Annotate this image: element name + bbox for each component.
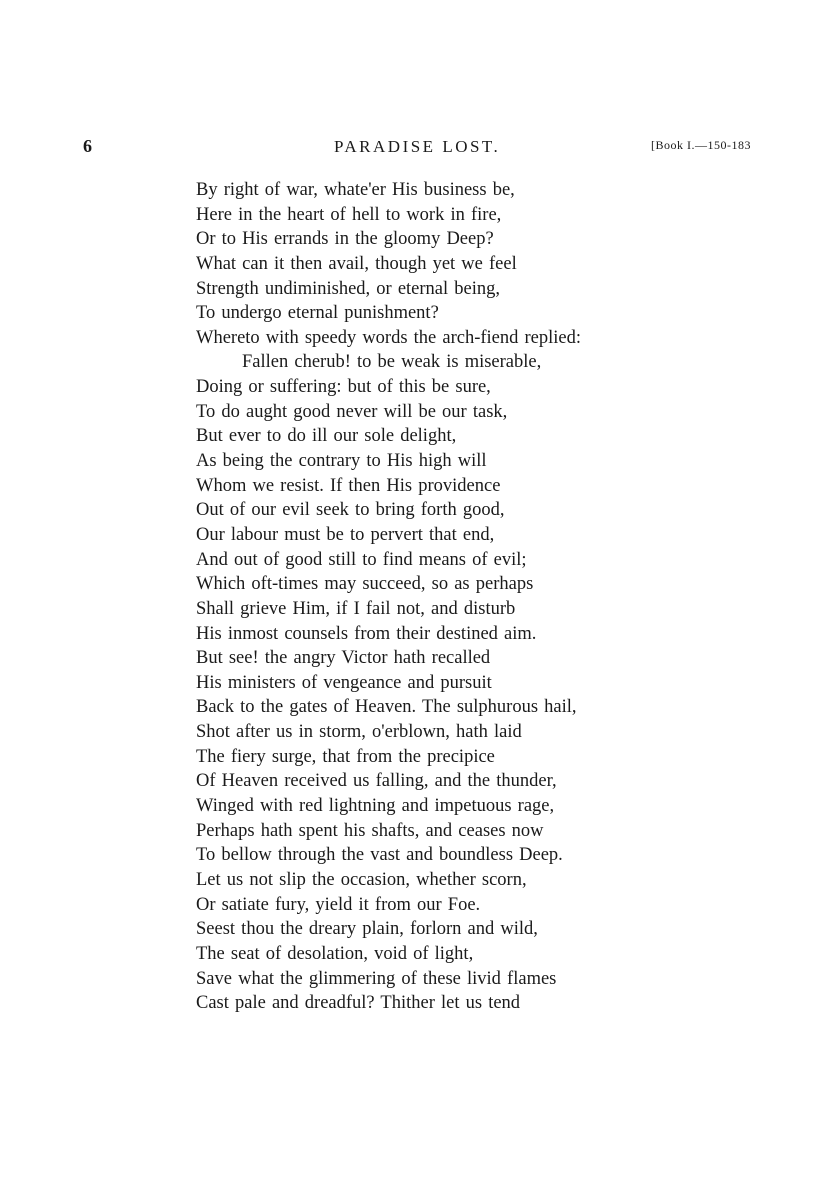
- poem-line: What can it then avail, though yet we feel: [196, 253, 517, 274]
- poem-line: Seest thou the dreary plain, forlorn and wild,: [196, 919, 538, 940]
- page-number: 6: [83, 136, 92, 156]
- poem-line: As being the contrary to His high will: [196, 451, 487, 472]
- poem-line: Or satiate fury, yield it from our Foe.: [196, 894, 481, 915]
- poem-text: [196, 178, 796, 1016]
- poem-line: Or to His errands in the gloomy Deep?: [196, 229, 494, 250]
- poem-line: Out of our evil seek to bring forth good,: [196, 500, 505, 521]
- poem-line: The fiery surge, that from the precipice: [196, 746, 495, 767]
- book-reference: [Book I.—150-183: [651, 138, 751, 152]
- poem-line: Save what the glimmering of these livid flames: [196, 968, 557, 989]
- poem-line: Cast pale and dreadful? Thither let us tend: [196, 993, 521, 1014]
- poem-line: His ministers of vengeance and pursuit: [196, 672, 492, 693]
- poem-line: Which oft-times may succeed, so as perhaps: [196, 574, 534, 595]
- poem-line: But see! the angry Victor hath recalled: [196, 648, 491, 669]
- poem-line: Of Heaven received us falling, and the thunder,: [196, 771, 557, 792]
- poem-line: By right of war, whate'er His business be,: [196, 180, 515, 200]
- poem-line: And out of good still to find means of evil;: [196, 549, 527, 570]
- poem-line: Our labour must be to pervert that end,: [196, 524, 495, 545]
- poem-line: To do aught good never will be our task,: [196, 401, 508, 422]
- poem-line: Whom we resist. If then His providence: [196, 475, 501, 496]
- poem-line: But ever to do ill our sole delight,: [196, 426, 457, 447]
- poem-line: Strength undiminished, or eternal being,: [196, 278, 500, 299]
- poem-line: Doing or suffering: but of this be sure,: [196, 377, 491, 398]
- poem-line: The seat of desolation, void of light,: [196, 943, 474, 964]
- poem-line: Whereto with speedy words the arch-fiend replied:: [196, 327, 582, 348]
- poem-line: Perhaps hath spent his shafts, and ceases now: [196, 820, 544, 841]
- poem-line: To bellow through the vast and boundless Deep.: [196, 845, 563, 866]
- poem-line: Here in the heart of hell to work in fire,: [196, 204, 502, 225]
- poem-line: His inmost counsels from their destined aim.: [196, 623, 537, 644]
- poem-line: Back to the gates of Heaven. The sulphurous hail,: [196, 697, 577, 718]
- running-title: PARADISE LOST.: [334, 137, 501, 156]
- poem-line: To undergo eternal punishment?: [196, 303, 439, 324]
- poem-line: Shot after us in storm, o'erblown, hath laid: [196, 722, 522, 743]
- poem-line: Let us not slip the occasion, whether scorn,: [196, 869, 527, 890]
- poem-line: Fallen cherub! to be weak is miserable,: [242, 352, 542, 373]
- poem-line: Winged with red lightning and impetuous rage,: [196, 796, 555, 817]
- poem-line: Shall grieve Him, if I fail not, and disturb: [196, 598, 516, 619]
